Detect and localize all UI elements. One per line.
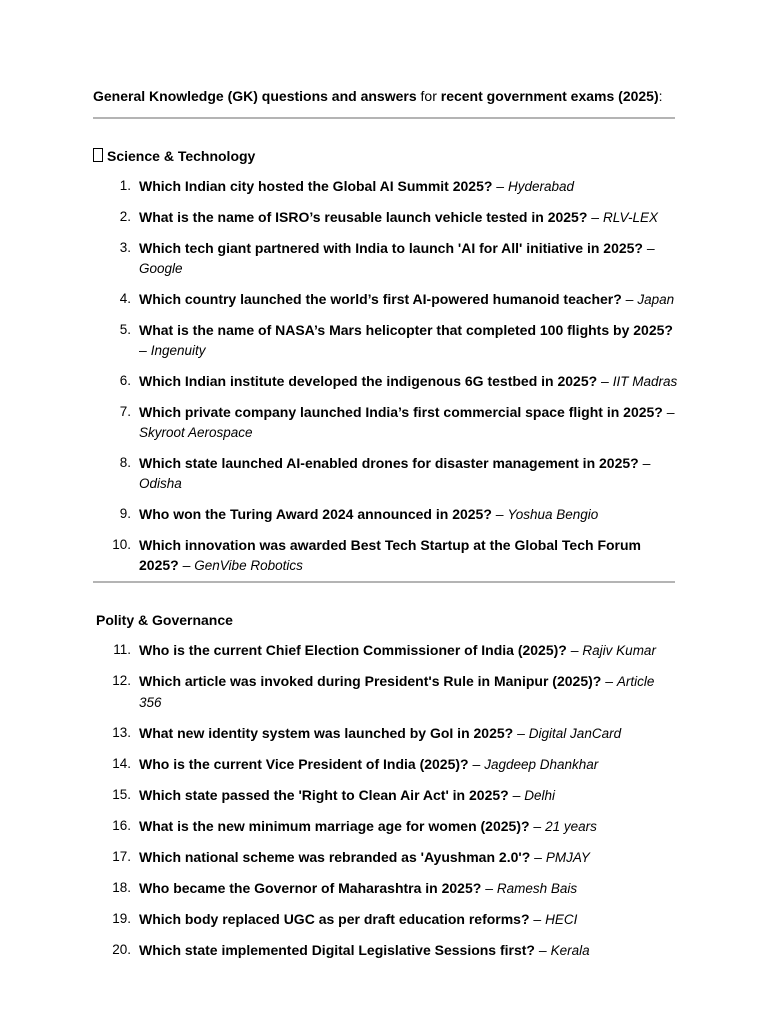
question-text: What is the name of ISRO’s reusable launch vehicle tested in 2025? (139, 209, 588, 225)
list-item (108, 940, 678, 961)
answer-text: Google (139, 261, 183, 276)
list-item (108, 535, 678, 576)
list-item (108, 816, 678, 837)
item-number: 6. (119, 373, 131, 388)
answer-separator: – (638, 455, 651, 471)
section-heading-polity (96, 610, 233, 630)
answer-text: Skyroot Aerospace (139, 425, 253, 440)
item-number: 4. (119, 291, 131, 306)
item-number: 2. (119, 209, 131, 224)
item-number: 10. (112, 537, 131, 552)
answer-text: HECI (545, 912, 578, 927)
question-text: Which innovation was awarded Best Tech Startup at the Global Tech Forum 2025? (139, 537, 641, 573)
intro-text-1: General Knowledge (GK) questions and answers (93, 88, 417, 104)
question-text: What is the name of NASA’s Mars helicopter that completed 100 flights by 2025? (139, 322, 673, 338)
list-item (108, 453, 678, 494)
list-item (108, 785, 678, 806)
answer-text: RLV-LEX (602, 210, 659, 225)
answer-text: Kerala (550, 943, 590, 958)
question-text: Which state implemented Digital Legislative Sessions first? (139, 942, 535, 958)
answer-separator: – (529, 911, 546, 927)
answer-separator: – (597, 373, 613, 389)
item-number: 3. (119, 240, 131, 255)
list-item (108, 238, 678, 279)
answer-separator: – (139, 342, 151, 358)
list-item (108, 640, 678, 661)
divider-2 (93, 581, 675, 583)
list-item (108, 207, 678, 228)
item-number: 18. (112, 880, 131, 895)
answer-separator: – (566, 642, 583, 658)
answer-text: Yoshua Bengio (507, 507, 599, 522)
question-text: Which body replaced UGC as per draft education reforms? (139, 911, 530, 927)
intro-line (93, 86, 693, 106)
question-list-polity (108, 640, 678, 971)
list-item (108, 847, 678, 868)
section-title: Science & Technology (107, 148, 256, 164)
question-text: Who is the current Chief Election Commissioner of India (2025)? (139, 642, 567, 658)
item-number: 5. (119, 322, 131, 337)
list-item (108, 723, 678, 744)
list-item (108, 320, 678, 361)
list-item (108, 671, 678, 713)
question-text: What new identity system was launched by GoI in 2025? (139, 725, 514, 741)
section-title: Polity & Governance (96, 612, 233, 628)
question-text: Which tech giant partnered with India to launch 'AI for All' initiative in 2025? (139, 240, 643, 256)
item-number: 16. (112, 818, 131, 833)
answer-separator: – (508, 787, 525, 803)
question-text: Which national scheme was rebranded as 'Ayushman 2.0'? (139, 849, 531, 865)
divider-1 (93, 117, 675, 119)
answer-separator: – (642, 240, 655, 256)
question-text: Which state passed the 'Right to Clean Air Act' in 2025? (139, 787, 509, 803)
question-text: What is the new minimum marriage age for women (2025)? (139, 818, 530, 834)
list-item (108, 289, 678, 310)
question-text: Who became the Governor of Maharashtra in 2025? (139, 880, 482, 896)
item-number: 19. (112, 911, 131, 926)
section-heading-science (93, 146, 255, 166)
question-text: Who is the current Vice President of India (2025)? (139, 756, 469, 772)
item-number: 12. (112, 673, 131, 688)
list-item (108, 909, 678, 930)
answer-text: GenVibe Robotics (194, 558, 303, 573)
answer-text: Hyderabad (508, 179, 575, 194)
intro-text-4: : (658, 88, 663, 104)
answer-separator: – (468, 756, 485, 772)
list-item (108, 754, 678, 775)
answer-text: Ramesh Bais (496, 881, 578, 896)
question-text: Which state launched AI-enabled drones for disaster management in 2025? (139, 455, 639, 471)
box-icon (93, 148, 103, 162)
list-item (108, 878, 678, 899)
item-number: 13. (112, 725, 131, 740)
answer-text: Ingenuity (150, 343, 206, 358)
answer-text: PMJAY (545, 850, 590, 865)
list-item (108, 176, 678, 197)
answer-text: 21 years (545, 819, 597, 834)
list-item (108, 504, 678, 525)
list-item (108, 371, 678, 392)
answer-separator: – (621, 291, 638, 307)
answer-separator: – (662, 404, 675, 420)
list-item (108, 402, 678, 443)
item-number: 20. (112, 942, 131, 957)
answer-text: Digital JanCard (528, 726, 622, 741)
answer-separator: – (492, 178, 508, 194)
answer-separator: – (481, 880, 497, 896)
answer-separator: – (587, 209, 603, 225)
answer-text: IIT Madras (612, 374, 678, 389)
item-number: 1. (119, 178, 131, 193)
item-number: 7. (119, 404, 131, 419)
answer-separator: – (529, 818, 546, 834)
question-text: Which Indian city hosted the Global AI Summit 2025? (139, 178, 493, 194)
question-text: Which country launched the world’s first AI-powered humanoid teacher? (139, 291, 622, 307)
answer-text: Jagdeep Dhankhar (484, 757, 599, 772)
question-text: Who won the Turing Award 2024 announced in 2025? (139, 506, 492, 522)
answer-text: Odisha (139, 476, 182, 491)
answer-text: Delhi (524, 788, 556, 803)
item-number: 17. (112, 849, 131, 864)
answer-text: Japan (637, 292, 675, 307)
item-number: 11. (113, 642, 131, 657)
answer-separator: – (178, 557, 195, 573)
question-list-science (108, 176, 678, 586)
question-text: Which private company launched India’s first commercial space flight in 2025? (139, 404, 663, 420)
answer-separator: – (491, 506, 508, 522)
answer-text: Article 356 (139, 674, 655, 710)
question-text: Which Indian institute developed the indigenous 6G testbed in 2025? (139, 373, 598, 389)
answer-separator: – (513, 725, 529, 741)
answer-separator: – (530, 849, 546, 865)
answer-separator: – (601, 673, 617, 689)
intro-text-3: recent government exams (2025) (440, 88, 659, 104)
item-number: 8. (119, 455, 131, 470)
answer-separator: – (535, 942, 551, 958)
item-number: 9. (119, 506, 131, 521)
intro-text-2: for (420, 88, 437, 104)
item-number: 14. (112, 756, 131, 771)
answer-text: Rajiv Kumar (582, 643, 656, 658)
item-number: 15. (112, 787, 131, 802)
question-text: Which article was invoked during President's Rule in Manipur (2025)? (139, 673, 602, 689)
